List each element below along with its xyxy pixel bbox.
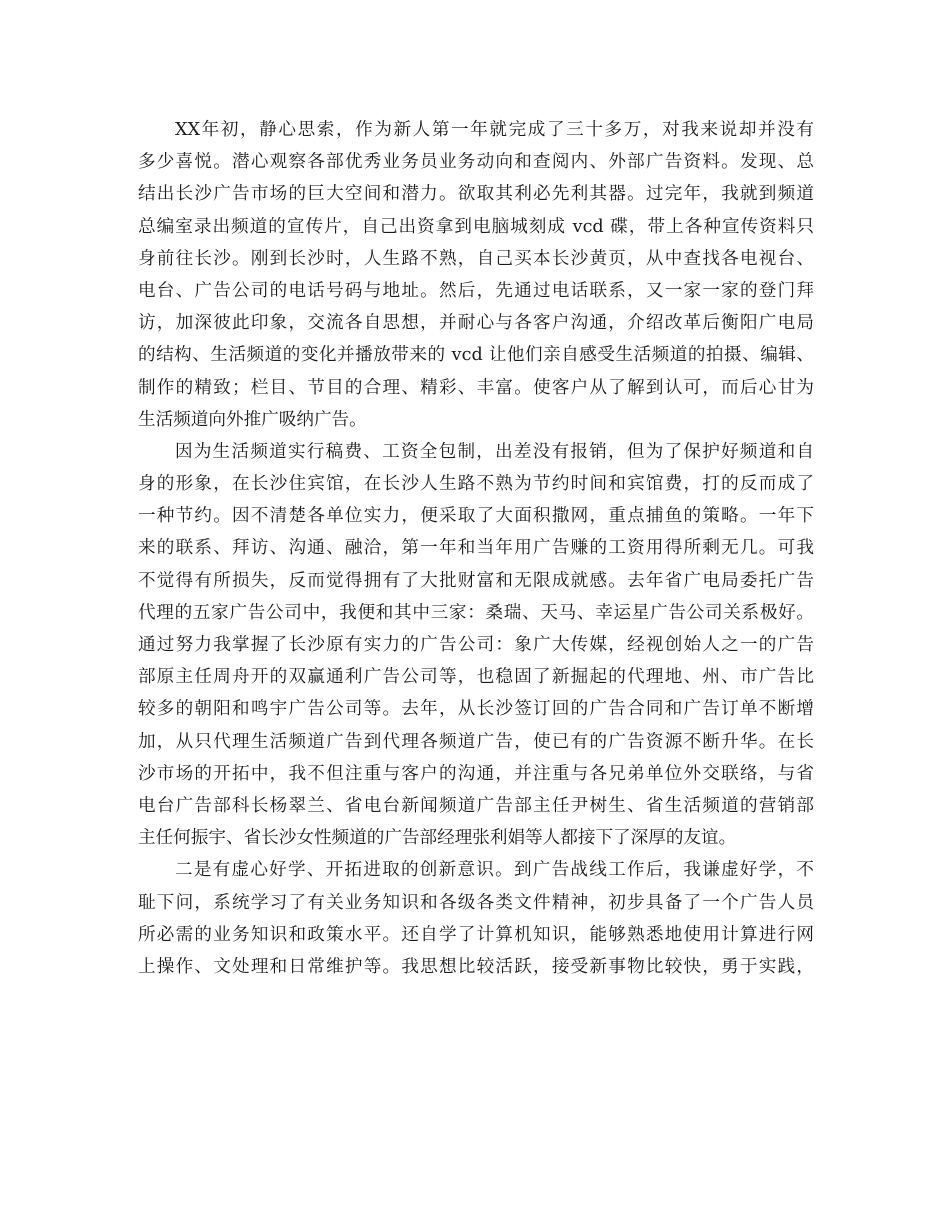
paragraph [138, 854, 814, 983]
paragraph [138, 436, 814, 854]
text-line: 访，加深彼此印象，交流各自思想，并耐心与各客户沟通，介绍改革后衡阳广电局 [138, 313, 814, 334]
text-line: 身前往长沙。刚到长沙时，人生路不熟，自己买本长沙黄页，从中查找各电视台、 [138, 248, 814, 269]
text-line: 不觉得有所损失，反而觉得拥有了大批财富和无限成就感。去年省广电局委托广告 [138, 570, 814, 591]
text-line: 一种节约。因不清楚各单位实力，便采取了大面积撒网，重点捕鱼的策略。一年下 [138, 506, 814, 527]
text-line: 的结构、生活频道的变化并播放带来的 vcd 让他们亲自感受生活频道的拍摄、编辑、 [138, 345, 814, 366]
text-line: 制作的精致；栏目、节目的合理、精彩、丰富。使客户从了解到认可，而后心甘为 [138, 377, 814, 398]
text-line: 电台、广告公司的电话号码与地址。然后，先通过电话联系，又一家一家的登门拜 [138, 280, 814, 301]
text-line: 身的形象，在长沙住宾馆，在长沙人生路不熟为节约时间和宾馆费，打的反而成了 [138, 474, 814, 495]
text-line: 结出长沙广告市场的巨大空间和潜力。欲取其利必先利其器。过完年，我就到频道 [138, 184, 814, 205]
text-line: 总编室录出频道的宣传片，自己出资拿到电脑城刻成 vcd 碟，带上各种宣传资料只 [138, 216, 814, 237]
text-line: 生活频道向外推广吸纳广告。 [138, 409, 367, 430]
text-line: 多少喜悦。潜心观察各部优秀业务员业务动向和查阅内、外部广告资料。发现、总 [138, 152, 814, 173]
text-line: 所必需的业务知识和政策水平。还自学了计算机知识，能够熟悉地使用计算进行网 [138, 924, 814, 945]
text-line: 代理的五家广告公司中，我便和其中三家：桑瑞、天马、幸运星广告公司关系极好。 [138, 602, 814, 623]
text-line: 加，从只代理生活频道广告到代理各频道广告，使已有的广告资源不断升华。在长 [138, 731, 814, 752]
text-line: 上操作、文处理和日常维护等。我思想比较活跃，接受新事物比较快，勇于实践， [138, 956, 814, 977]
document-body [138, 114, 814, 983]
text-line: 电台广告部科长杨翠兰、省电台新闻频道广告部主任尹树生、省生活频道的营销部 [138, 795, 814, 816]
text-line: 主任何振宇、省长沙女性频道的广告部经理张利娟等人都接下了深厚的友谊。 [138, 828, 737, 849]
text-line: 部原主任周舟开的双赢通利广告公司等，也稳固了新掘起的代理地、州、市广告比 [138, 667, 814, 688]
text-line: 来的联系、拜访、沟通、融洽，第一年和当年用广告赚的工资用得所剩无几。可我 [138, 538, 814, 559]
text-line: 因为生活频道实行稿费、工资全包制，出差没有报销，但为了保护好频道和自 [175, 441, 814, 462]
paragraph [138, 114, 814, 436]
text-line: 耻下问，系统学习了有关业务知识和各级各类文件精神，初步具备了一个广告人员 [138, 892, 814, 913]
text-line: 较多的朝阳和鸣宇广告公司等。去年，从长沙签订回的广告合同和广告订单不断增 [138, 699, 814, 720]
text-line: 通过努力我掌握了长沙原有实力的广告公司：象广大传媒，经视创始人之一的广告 [138, 635, 814, 655]
text-line: 沙市场的开拓中，我不但注重与客户的沟通，并注重与各兄弟单位外交联络，与省 [138, 763, 814, 784]
text-line: XX年初，静心思索，作为新人第一年就完成了三十多万，对我来说却并没有 [175, 120, 814, 140]
text-line: 二是有虚心好学、开拓进取的创新意识。到广告战线工作后，我谦虚好学，不 [175, 860, 814, 881]
